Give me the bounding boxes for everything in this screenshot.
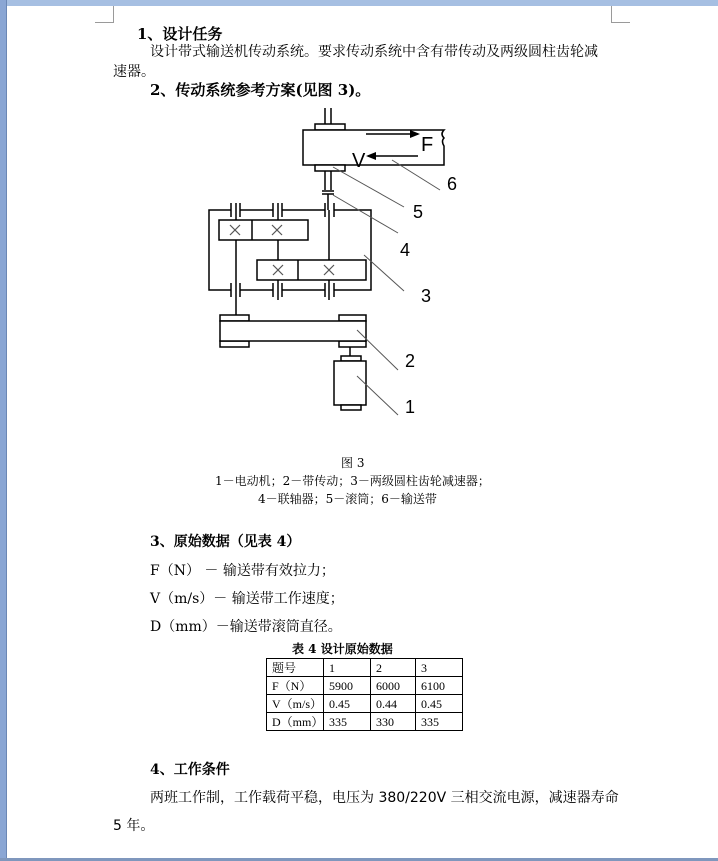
table-cell: D（mm） bbox=[267, 713, 324, 731]
table-cell: 5900 bbox=[324, 677, 371, 695]
part-label-4: 4 bbox=[400, 240, 411, 260]
table-cell: 0.45 bbox=[416, 695, 463, 713]
table-cell: 330 bbox=[371, 713, 416, 731]
table-cell: 6000 bbox=[371, 677, 416, 695]
table-row bbox=[267, 695, 463, 713]
section-4-heading: 4、工作条件 bbox=[150, 762, 230, 778]
section-1-heading: 1、设计任务 bbox=[137, 25, 223, 43]
part-label-1: 1 bbox=[405, 397, 416, 417]
section-1-body-line2: 速器。 bbox=[113, 64, 155, 80]
table-cell: 6100 bbox=[416, 677, 463, 695]
force-label: F bbox=[421, 134, 434, 156]
definition-velocity: V（m/s）－ 输送带工作速度； bbox=[150, 591, 344, 607]
table-cell: F（N） bbox=[267, 677, 324, 695]
table-header-row bbox=[267, 659, 463, 677]
design-data-table bbox=[266, 658, 463, 731]
table-header-cell: 2 bbox=[371, 659, 416, 677]
section-3-heading: 3、原始数据（见表 4） bbox=[150, 534, 301, 550]
table-row bbox=[267, 677, 463, 695]
table-header-cell: 题号 bbox=[267, 659, 324, 677]
figure-caption-line1: 1－电动机；2－带传动；3－两级圆柱齿轮减速器； bbox=[215, 474, 490, 488]
part-label-5: 5 bbox=[413, 202, 424, 222]
section-4-body-line1: 两班工作制，工作载荷平稳，电压为 380/220V 三相交流电源，减速器寿命 bbox=[150, 790, 619, 806]
definition-force: F（N） － 输送带有效拉力； bbox=[150, 563, 335, 579]
section-1-body-line1: 设计带式输送机传动系统。要求传动系统中含有带传动及两级圆柱齿轮减 bbox=[150, 44, 598, 60]
table-cell: 335 bbox=[416, 713, 463, 731]
part-label-3: 3 bbox=[421, 286, 432, 306]
section-2-heading: 2、传动系统参考方案(见图 3)。 bbox=[150, 81, 371, 99]
figure-caption-line2: 4－联轴器；5－滚筒；6－输送带 bbox=[258, 492, 437, 506]
table-row bbox=[267, 713, 463, 731]
table-cell: V（m/s） bbox=[267, 695, 324, 713]
part-label-2: 2 bbox=[405, 351, 416, 371]
table-title: 表 4 设计原始数据 bbox=[292, 642, 393, 656]
table-cell: 335 bbox=[324, 713, 371, 731]
part-label-6: 6 bbox=[447, 174, 458, 194]
table-cell: 0.45 bbox=[324, 695, 371, 713]
table-header-cell: 3 bbox=[416, 659, 463, 677]
definition-diameter: D（mm）－输送带滚筒直径。 bbox=[150, 619, 342, 635]
table-cell: 0.44 bbox=[371, 695, 416, 713]
section-4-body-line2: 5 年。 bbox=[113, 818, 155, 834]
table-header-cell: 1 bbox=[324, 659, 371, 677]
velocity-label: V bbox=[352, 150, 366, 172]
figure-caption-title: 图 3 bbox=[341, 456, 365, 470]
